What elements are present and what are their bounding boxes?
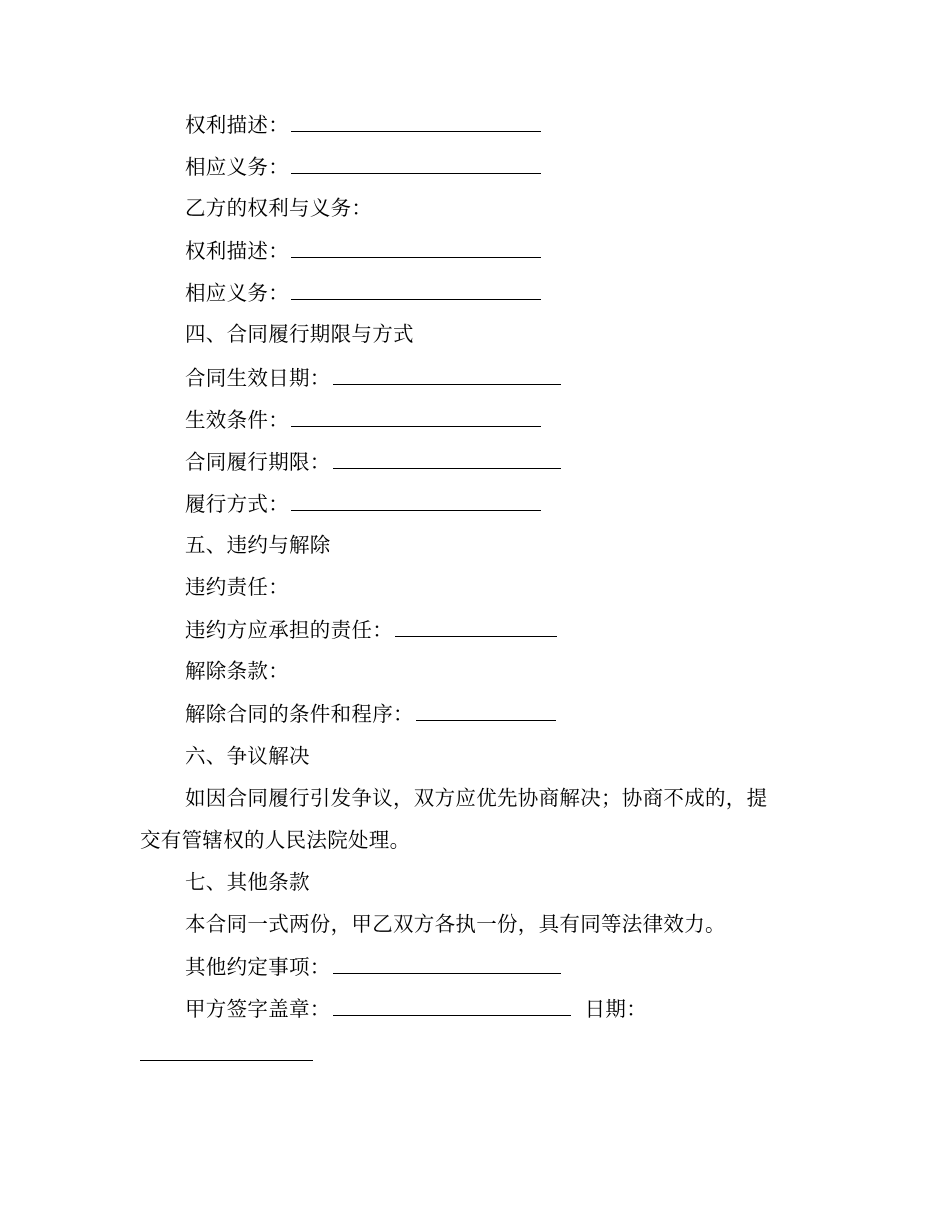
other-matters-label: 其他约定事项： (185, 955, 331, 979)
party-a-obligations-line (185, 151, 541, 181)
effective-conditions-label: 生效条件： (185, 408, 289, 432)
party-b-obligations-line (185, 277, 541, 307)
breaching-party-label: 违约方应承担的责任： (185, 618, 393, 642)
performance-period-blank[interactable] (333, 446, 561, 469)
effective-date-line (185, 362, 561, 392)
breach-liability-line (185, 572, 289, 602)
obligations-blank[interactable] (291, 151, 541, 174)
termination-conditions-blank[interactable] (416, 698, 556, 721)
effective-date-label: 合同生效日期： (185, 366, 331, 390)
section-heading: 七、其他条款 (185, 870, 310, 894)
dispute-paragraph-line-2 (140, 825, 410, 855)
rights-description-blank[interactable] (291, 235, 541, 258)
party-a-signature-line (185, 993, 647, 1023)
section-six-heading (185, 741, 310, 771)
rights-description-label: 权利描述： (185, 113, 289, 137)
obligations-blank[interactable] (291, 277, 541, 300)
termination-conditions-line (185, 698, 556, 728)
performance-method-label: 履行方式： (185, 492, 289, 516)
party-a-signature-label: 甲方签字盖章： (185, 997, 331, 1021)
rights-description-blank[interactable] (291, 109, 541, 132)
breaching-party-blank[interactable] (395, 614, 557, 637)
effective-conditions-blank[interactable] (291, 404, 541, 427)
copies-text: 本合同一式两份，甲乙双方各执一份，具有同等法律效力。 (185, 912, 726, 936)
other-matters-line (185, 951, 561, 981)
breach-liability-label: 违约责任： (185, 575, 289, 599)
effective-conditions-line (185, 404, 541, 434)
performance-method-line (185, 488, 541, 518)
section-four-heading (185, 319, 414, 349)
performance-period-label: 合同履行期限： (185, 450, 331, 474)
obligations-label: 相应义务： (185, 281, 289, 305)
party-a-rights-line (185, 109, 541, 139)
performance-period-line (185, 446, 561, 476)
other-matters-blank[interactable] (333, 951, 561, 974)
party-b-rights-line (185, 235, 541, 265)
performance-method-blank[interactable] (291, 488, 541, 511)
termination-clause-label: 解除条款： (185, 659, 289, 683)
section-heading: 四、合同履行期限与方式 (185, 322, 414, 346)
dispute-text: 交有管辖权的人民法院处理。 (140, 828, 411, 852)
rights-description-label: 权利描述： (185, 239, 289, 263)
breaching-party-line (185, 614, 557, 644)
obligations-label: 相应义务： (185, 155, 289, 179)
section-heading: 五、违约与解除 (185, 533, 331, 557)
termination-clause-line (185, 656, 289, 686)
party-b-rights-heading: 乙方的权利与义务： (185, 196, 373, 220)
section-five-heading (185, 530, 331, 560)
party-b-heading (185, 193, 372, 223)
dispute-paragraph-line-1 (185, 783, 767, 813)
date-blank[interactable] (140, 1060, 313, 1061)
effective-date-blank[interactable] (333, 362, 561, 385)
copies-paragraph (185, 909, 726, 939)
dispute-text: 如因合同履行引发争议，双方应优先协商解决；协商不成的，提 (185, 786, 768, 810)
termination-conditions-label: 解除合同的条件和程序： (185, 702, 414, 726)
section-seven-heading (185, 867, 310, 897)
section-heading: 六、争议解决 (185, 744, 310, 768)
date-label: 日期： (584, 997, 648, 1021)
party-a-signature-blank[interactable] (333, 993, 571, 1016)
